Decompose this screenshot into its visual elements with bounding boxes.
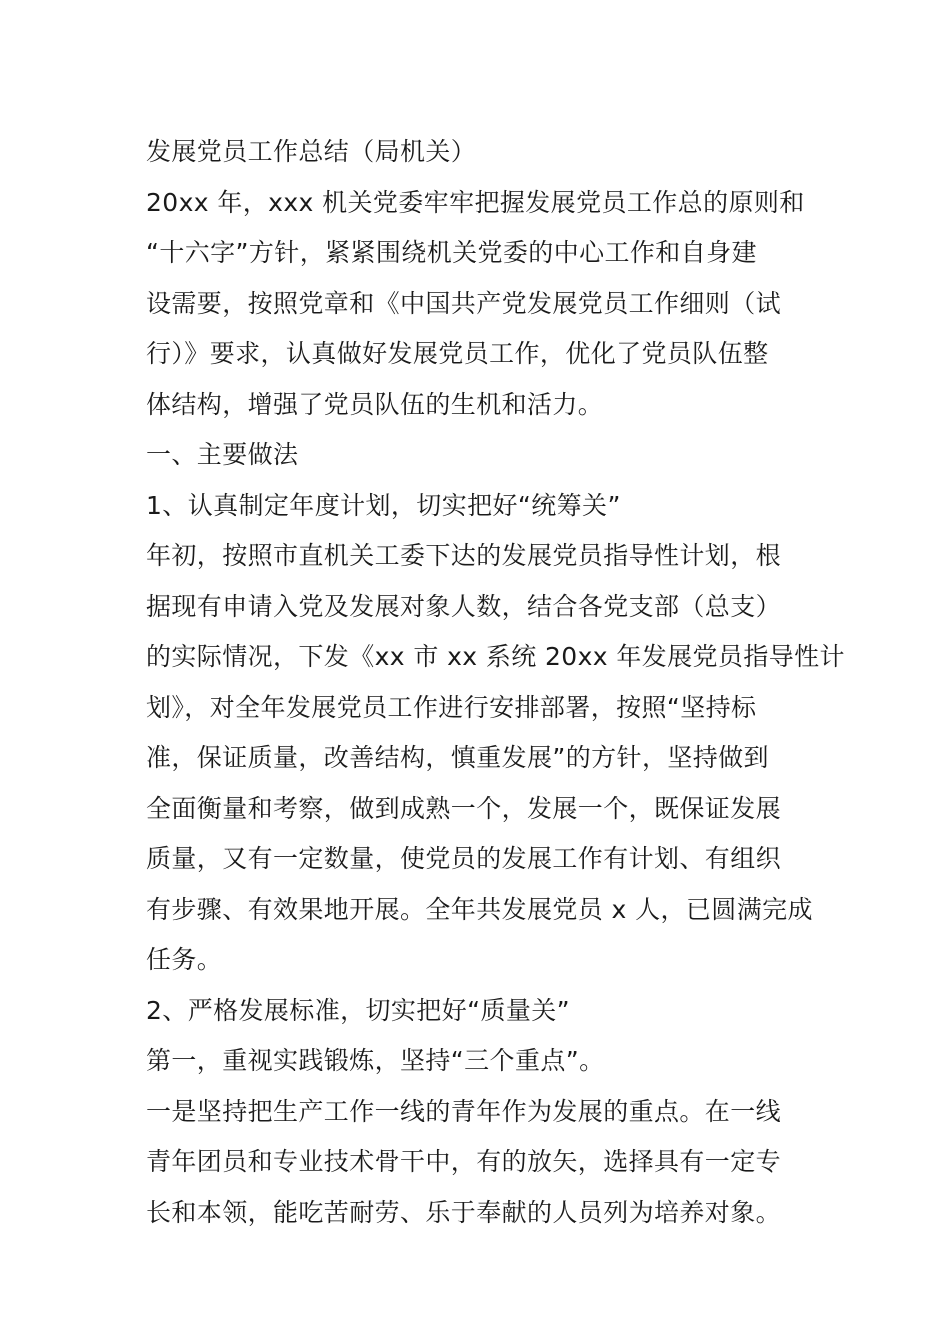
intro-line: 行）》要求，认真做好发展党员工作，优化了党员队伍整 bbox=[146, 339, 769, 368]
point-heading: 第一，重视实践锻炼，坚持“三个重点”。 bbox=[146, 1046, 605, 1075]
document-title: 发展党员工作总结（局机关） bbox=[146, 137, 477, 166]
paragraph-line: 的实际情况，下发《xx 市 xx 系统 20xx 年发展党员指导性计 bbox=[146, 642, 845, 671]
paragraph-line: 青年团员和专业技术骨干中，有的放矢，选择具有一定专 bbox=[146, 1147, 782, 1176]
paragraph-line: 据现有申请入党及发展对象人数，结合各党支部（总支） bbox=[146, 591, 782, 621]
intro-line: 体结构，增强了党员队伍的生机和活力。 bbox=[146, 389, 604, 419]
paragraph-line: 年初，按照市直机关工委下达的发展党员指导性计划，根 bbox=[146, 541, 782, 570]
paragraph-line: 划》，对全年发展党员工作进行安排部署，按照“坚持标 bbox=[146, 692, 757, 722]
paragraph-line: 全面衡量和考察，做到成熟一个，发展一个，既保证发展 bbox=[146, 793, 782, 823]
subsection-heading: 1、认真制定年度计划，切实把好“统筹关” bbox=[146, 490, 621, 520]
intro-line: 20xx 年，xxx 机关党委牢牢把握发展党员工作总的原则和 bbox=[146, 187, 805, 217]
subsection-heading: 2、严格发展标准，切实把好“质量关” bbox=[146, 995, 571, 1025]
document-body bbox=[146, 127, 845, 1238]
intro-line: 设需要，按照党章和《中国共产党发展党员工作细则（试 bbox=[146, 288, 782, 318]
paragraph-line: 准，保证质量，改善结构，慎重发展”的方针，坚持做到 bbox=[146, 743, 769, 772]
paragraph-line: 有步骤、有效果地开展。全年共发展党员 x 人，已圆满完成 bbox=[146, 894, 813, 924]
paragraph-line: 一是坚持把生产工作一线的青年作为发展的重点。在一线 bbox=[146, 1096, 782, 1126]
paragraph-line: 任务。 bbox=[146, 945, 223, 974]
section-heading: 一、主要做法 bbox=[146, 440, 299, 469]
paragraph-line: 质量，又有一定数量，使党员的发展工作有计划、有组织 bbox=[146, 844, 782, 873]
intro-line: “十六字”方针，紧紧围绕机关党委的中心工作和自身建 bbox=[146, 238, 757, 267]
paragraph-line: 长和本领，能吃苦耐劳、乐于奉献的人员列为培养对象。 bbox=[146, 1197, 782, 1227]
